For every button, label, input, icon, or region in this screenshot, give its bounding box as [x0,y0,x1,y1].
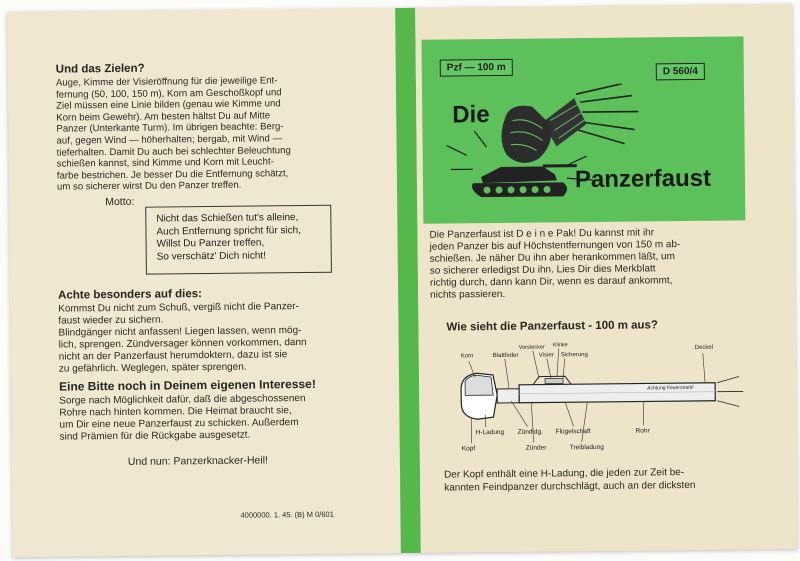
print-code: 4000000. 1. 45. (B) M 0/601 [240,509,334,520]
text-line: um Dir eine neue Panzerfaust zu schicken. Außerdem [59,417,299,431]
text-line: Ziel müssen eine Linie bilden (genau wie Kimme und [56,98,281,112]
label-blattfeder: Blattfeder [492,352,519,360]
label-kopf: Kopf [461,445,476,453]
text-line: sind Prämien für die Rückgabe ausgesetzt. [59,429,251,443]
text-line: schießen. Je näher Du ihn aber herankommen läßt, um [429,251,675,265]
text-line: Sorge nach Möglichkeit dafür, daß die abgeschossenen [59,393,306,407]
tag-pzf: Pzf — 100 m [440,59,513,77]
text-line: Rohre nach hinten kommen. Die Heimat braucht sie, [59,405,292,419]
achte-paragraph [58,300,379,375]
label-korn: Korn [460,353,474,360]
tag-code: D 560/4 [656,63,705,81]
text-line: nichts passieren. [430,288,506,301]
label-achtung: Achtung Feuerstrahl! [647,384,694,392]
text-line: nicht an der Panzerfaust herumdoktern, dazu ist sie [58,349,288,363]
label-sicherung: Sicherung [560,352,588,359]
label-fluegelschaft: Flügelschaft [555,428,591,436]
bitte-paragraph [59,392,379,443]
text-line: so sicherer erledigst Du ihn. Lies Dir dies Merkblatt [429,263,656,277]
motto-line: So verschätz' Dich nicht! [156,249,266,263]
title-panzerfaust: Panzerfaust [574,164,712,194]
achte-heading: Achte besonders auf dies: [58,288,202,302]
text-line: Kommst Du nicht zum Schuß, vergiß nicht die Panzer- [58,301,299,315]
label-visier: Visier [538,352,554,359]
leaflet-sheet [7,4,798,557]
title-panel [421,36,745,223]
closing-line: Und nun: Panzerknacker-Heil! [127,454,269,468]
bitte-heading: Eine Bitte noch in Deinem eigenen Interesse! [59,376,316,394]
label-deckel: Deckel [694,344,714,351]
zielen-paragraph [56,74,377,193]
right-page [415,4,798,553]
text-line: lich, sprengen. Zündversager können vorkommen, dann [58,337,307,351]
text-line: kannten Feindpanzer durchschlägt, auch an der dicksten [444,479,696,494]
text-line: Panzer (Unterkante Turm). Im übrigen beachte: Berg- [56,121,284,135]
question-heading: Wie sieht die Panzerfaust - 100 m aus? [446,319,658,334]
motto-line: Nicht das Schießen tut's alleine, [156,212,299,225]
text-line: Auge, Kimme der Visieröffnung für die jeweilige Ent- [55,75,278,89]
text-line: schießen kannst, sind Kimme und Korn mit Leucht- [56,156,274,170]
motto-box [145,205,332,275]
motto-label: Motto: [105,195,135,209]
text-line: Blindgänger nicht anfassen! Liegen lassen, wenn mög- [58,325,302,339]
motto-line: Auch Entfernung spricht für sich, [156,224,302,238]
label-treibladung: Treibladung [569,443,604,452]
text-line: auf, gegen Wind — höherhalten; bergab, mit Wind — [56,133,283,147]
bottom-paragraph [444,466,764,494]
text-line: um so sicherer wirst Du den Panzer treffen. [56,180,242,193]
text-line: faust wieder zu sichern. [58,314,164,327]
zielen-heading: Und das Zielen? [55,62,145,76]
label-h-ladung: H-Ladung [475,428,505,437]
intro-paragraph [429,226,750,301]
label-zuendidg: Zündidg. [517,428,543,436]
label-klinke: Klinke [552,342,568,349]
label-zuender: Zünder [525,444,547,452]
text-line: Der Kopf enthält eine H-Ladung, die jeden zur Zeit be- [443,467,685,481]
text-line: farbe bestrichen. Je besser Du die Entfernung schätzt, [56,167,289,182]
left-page [7,8,401,557]
text-line: zu gefährlich. Weglegen, später sprengen. [58,361,247,375]
text-line: Die Panzerfaust ist D e i n e Pak! Du kannst mit ihr [429,227,655,241]
text-line: Korn beim Gewehr). Am besten hältst Du auf Mitte [56,110,271,124]
text-line: richtig durch, dann kann Dir, wenn es darauf ankommt, [429,275,673,289]
label-rohr: Rohr [635,427,650,435]
text-line: fernung (50, 100, 150 m), Korn am Geschoßkopf und [55,86,282,101]
text-line: tieferhalten. Damit Du auch bei schlechter Beleuchtung [56,144,291,159]
text-line: jeden Panzer bis auf Höchstentfernungen von 150 m ab- [429,239,681,253]
motto-line: Willst Du Panzer treffen, [156,237,265,250]
title-die: Die [452,101,490,129]
panzerfaust-diagram [447,342,748,465]
label-vorstecker: Vorstecker [518,344,545,351]
